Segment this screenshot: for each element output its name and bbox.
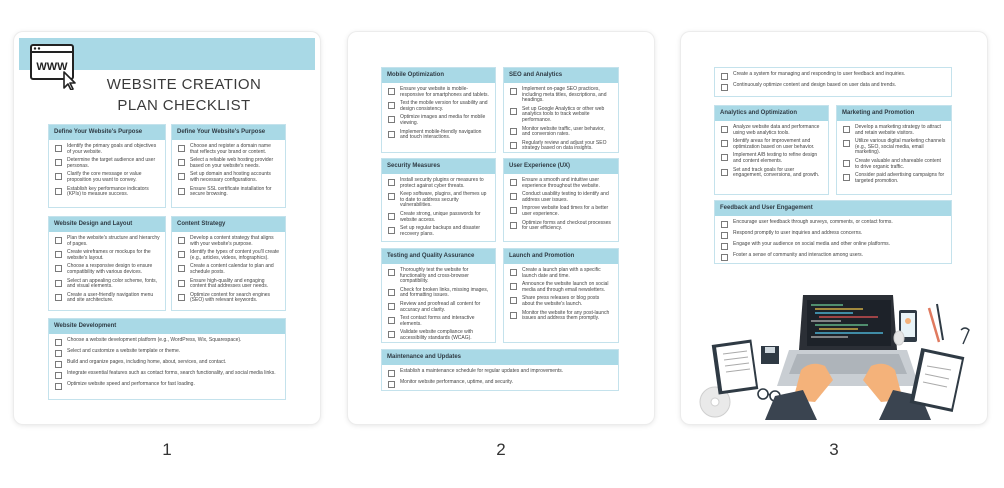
checklist-item <box>388 87 490 98</box>
checklist-item <box>55 250 160 261</box>
section-security-measures <box>381 158 496 242</box>
checklist-item <box>55 236 160 247</box>
checklist-item-text: Optimize website speed and performance for fast loading. <box>67 381 195 387</box>
section-title: Testing and Quality Assurance <box>382 249 495 264</box>
checklist-item <box>388 268 490 285</box>
www-browser-icon <box>30 44 78 90</box>
section-items <box>382 264 495 348</box>
checklist-item <box>510 268 613 279</box>
checklist-item <box>510 87 613 104</box>
checklist-item <box>388 130 490 141</box>
checklist-item-text: Consider paid advertising campaigns for targeted promotion. <box>855 172 945 184</box>
checklist-item <box>388 101 490 112</box>
floppy-disk-icon <box>761 346 779 364</box>
checklist-item <box>388 302 490 313</box>
checkbox[interactable] <box>721 140 728 147</box>
checkbox[interactable] <box>388 289 395 296</box>
www-icon-text: WWW <box>36 61 68 73</box>
checklist-item-text: Identify the primary goals and objectives of your website. <box>67 143 157 155</box>
checkbox[interactable] <box>178 159 185 166</box>
section-title: Feedback and User Engagement <box>715 201 951 216</box>
checklist-item-text: Share press releases or blog posts about the website's launch. <box>522 295 600 307</box>
checklist-page-2[interactable] <box>348 32 654 424</box>
checkbox[interactable] <box>388 88 395 95</box>
checkbox[interactable] <box>178 188 185 195</box>
checklist-item-text: Choose and register a domain name that reflects your brand or content. <box>190 143 271 155</box>
checkbox[interactable] <box>721 221 728 228</box>
checkbox[interactable] <box>843 174 850 181</box>
checkbox[interactable] <box>388 317 395 324</box>
checklist-item-text: Check for broken links, missing images, and formatting issues. <box>400 286 489 299</box>
section-items <box>715 68 951 97</box>
checkbox[interactable] <box>843 140 850 147</box>
checklist-item <box>721 125 823 136</box>
checkbox[interactable] <box>510 179 517 186</box>
checkbox[interactable] <box>388 331 395 338</box>
checklist-item <box>721 220 946 228</box>
checklist-item-text: Improve website load times for a better user experience. <box>522 205 609 217</box>
pens-icon <box>929 304 943 342</box>
checklist-item <box>510 296 613 307</box>
checkbox[interactable] <box>178 251 185 258</box>
section-content-strategy <box>171 216 286 311</box>
workspace-illustration <box>693 290 977 420</box>
checkbox[interactable] <box>721 73 728 80</box>
checklist-item <box>178 264 280 275</box>
checkbox[interactable] <box>510 142 517 149</box>
notebook-icon <box>712 339 759 394</box>
checkbox[interactable] <box>55 294 62 301</box>
checkbox[interactable] <box>388 370 395 377</box>
section-items <box>504 264 618 328</box>
section-mobile-optimization <box>381 67 496 153</box>
section-title: Content Strategy <box>172 217 285 232</box>
checklist-item-text: Ensure SSL certificate installation for secure browsing. <box>190 185 272 198</box>
checkbox[interactable] <box>721 84 728 91</box>
checklist-item <box>721 139 823 150</box>
page-number-1: 1 <box>162 440 172 459</box>
checklist-item-text: Create a user-friendly navigation menu and site architecture. <box>67 291 154 304</box>
checklist-item <box>388 380 613 388</box>
checkbox[interactable] <box>510 88 517 95</box>
section-maintenance-updates <box>381 349 619 391</box>
checkbox[interactable] <box>721 232 728 239</box>
checkbox[interactable] <box>388 227 395 234</box>
checklist-item <box>55 293 160 304</box>
checkbox[interactable] <box>55 339 62 346</box>
checklist-item-text: Create valuable and shareable content to drive organic traffic. <box>855 157 941 170</box>
checkbox[interactable] <box>55 350 62 357</box>
section-items <box>172 232 285 310</box>
checklist-item <box>388 330 490 341</box>
checklist-item <box>388 226 490 237</box>
checkbox[interactable] <box>55 265 62 272</box>
checkbox[interactable] <box>178 280 185 287</box>
checkbox[interactable] <box>510 297 517 304</box>
checklist-item-text: Test contact forms and interactive elements. <box>400 315 475 327</box>
checkbox[interactable] <box>55 159 62 166</box>
checkbox[interactable] <box>55 188 62 195</box>
checklist-item <box>388 115 490 126</box>
section-items <box>382 365 618 394</box>
mouse-icon <box>894 331 904 345</box>
checklist-item-text: Set up Google Analytics or other web analytics tools to track website performance. <box>522 105 605 123</box>
checklist-item <box>721 83 946 91</box>
checklist-item <box>510 107 613 124</box>
checklist-page-3[interactable] <box>681 32 987 424</box>
section-title: Website Design and Layout <box>49 217 165 232</box>
checklist-item <box>178 187 280 198</box>
section-title: SEO and Analytics <box>504 68 618 83</box>
checklist-item <box>721 168 823 179</box>
paperclip-icon <box>961 328 969 344</box>
checklist-item <box>178 250 280 261</box>
checkbox[interactable] <box>510 222 517 229</box>
checkbox[interactable] <box>510 207 517 214</box>
checkbox[interactable] <box>55 145 62 152</box>
section-title: Security Measures <box>382 159 495 174</box>
checklist-item-text: Encourage user feedback through surveys, comments, or contact forms. <box>733 219 893 225</box>
section-continued-items <box>714 67 952 97</box>
page-number-3: 3 <box>829 440 839 459</box>
section-design-layout <box>48 216 166 311</box>
checklist-item <box>388 192 490 209</box>
checklist-item <box>55 187 160 198</box>
checklist-item <box>721 242 946 250</box>
checklist-item-text: Continuously optimize content and design based on user data and trends. <box>733 82 897 88</box>
checklist-item <box>510 127 613 138</box>
section-title: Website Development <box>49 319 285 334</box>
checkbox[interactable] <box>178 265 185 272</box>
checklist-item-text: Announce the website launch on social media and through email newsletters. <box>522 281 609 293</box>
section-user-experience <box>503 158 619 242</box>
checkbox[interactable] <box>721 154 728 161</box>
page-number-2: 2 <box>496 440 506 459</box>
checklist-item-text: Utilize various digital marketing channels (e.g., SEO, social media, email marketing). <box>855 138 946 156</box>
checkbox[interactable] <box>388 303 395 310</box>
checklist-item-text: Test the mobile version for usability and design consistency. <box>400 100 488 112</box>
checklist-item <box>55 279 160 290</box>
checklist-item-text: Implement mobile-friendly navigation and touch interactions. <box>400 128 482 141</box>
checkbox[interactable] <box>178 294 185 301</box>
checklist-item <box>843 173 946 184</box>
section-items <box>172 140 285 204</box>
checklist-item-text: Optimize content for search engines (SEO) with relevant keywords. <box>190 291 271 304</box>
checklist-item-text: Implement A/B testing to refine design and content elements. <box>733 152 818 164</box>
checklist-item <box>843 125 946 136</box>
checklist-item-text: Identify areas for improvement and optimization based on user behavior. <box>733 138 815 150</box>
section-analytics-optimization <box>714 105 829 195</box>
checkbox[interactable] <box>510 283 517 290</box>
checklist-item <box>721 72 946 80</box>
checklist-item-text: Select and customize a website template or theme. <box>67 348 181 354</box>
section-title: User Experience (UX) <box>504 159 618 174</box>
checklist-item <box>178 236 280 247</box>
checklist-item-text: Thoroughly test the website for functionality and cross-browser compatibility. <box>400 267 469 285</box>
checkbox[interactable] <box>510 312 517 319</box>
checklist-item <box>843 159 946 170</box>
section-items <box>715 121 828 185</box>
checklist-item-text: Optimize forms and checkout processes for user efficiency. <box>522 219 611 232</box>
section-domain-hosting <box>171 124 286 208</box>
section-title: Launch and Promotion <box>504 249 618 264</box>
checkbox[interactable] <box>843 126 850 133</box>
checkbox[interactable] <box>721 126 728 133</box>
checklist-item-text: Establish a maintenance schedule for regular updates and improvements. <box>400 368 564 374</box>
checkbox[interactable] <box>55 372 62 379</box>
checkbox[interactable] <box>721 169 728 176</box>
checklist-item-text: Monitor website performance, uptime, and security. <box>400 379 514 385</box>
checkbox[interactable] <box>388 381 395 388</box>
checklist-item-text: Identify the types of content you'll create (e.g., articles, videos, infographics). <box>190 249 280 261</box>
checklist-item-text: Conduct usability testing to identify and address user issues. <box>522 191 609 203</box>
checkbox[interactable] <box>388 179 395 186</box>
checkbox[interactable] <box>510 269 517 276</box>
checklist-item <box>510 141 613 152</box>
section-launch-promotion <box>503 248 619 343</box>
page-title-line-1: WEBSITE CREATION <box>106 76 262 93</box>
checkbox[interactable] <box>388 193 395 200</box>
checkbox[interactable] <box>55 361 62 368</box>
checkbox[interactable] <box>721 254 728 261</box>
checklist-item-text: Clarify the core message or value proposition you want to convey. <box>67 171 142 183</box>
checklist-item-text: Set up domain and hosting accounts with necessary configurations. <box>190 171 271 183</box>
section-title: Mobile Optimization <box>382 68 495 83</box>
checklist-item-text: Keep software, plugins, and themes up to date to address security vulnerabilities. <box>400 191 487 209</box>
checklist-item <box>388 288 490 299</box>
section-website-development <box>48 318 286 400</box>
checkbox[interactable] <box>388 269 395 276</box>
checklist-item-text: Regularly review and adjust your SEO strategy based on data insights. <box>522 139 607 152</box>
checklist-item-text: Optimize images and media for mobile viewing. <box>400 114 486 126</box>
checklist-item-text: Ensure high-quality and engaging content that addresses user needs. <box>190 277 269 290</box>
checkbox[interactable] <box>178 173 185 180</box>
checklist-item <box>178 144 280 155</box>
section-items <box>837 121 951 190</box>
checklist-item-text: Engage with your audience on social media and other online platforms. <box>733 241 891 247</box>
checklist-item-text: Foster a sense of community and interaction among users. <box>733 252 864 258</box>
section-items <box>504 83 618 158</box>
checklist-item <box>55 172 160 183</box>
checklist-item-text: Create strong, unique passwords for website access. <box>400 210 481 223</box>
checklist-item-text: Select a reliable web hosting provider based on your website's needs. <box>190 157 274 169</box>
checklist-item-text: Choose a website development platform (e.g., WordPress, Wix, Squarespace). <box>67 337 242 343</box>
checklist-item-text: Set and track goals for user engagement, conversions, and growth. <box>733 166 820 179</box>
section-items <box>715 216 951 267</box>
checkbox[interactable] <box>388 213 395 220</box>
section-title: Define Your Website's Purpose <box>172 125 285 140</box>
checklist-item <box>55 360 280 368</box>
checkbox[interactable] <box>388 116 395 123</box>
checklist-item-text: Build and organize pages, including home, about, services, and contact. <box>67 359 227 365</box>
checklist-item <box>55 158 160 169</box>
checklist-item-text: Establish key performance indicators (KPIs) to measure success. <box>67 185 149 198</box>
checklist-item <box>55 144 160 155</box>
checkbox[interactable] <box>510 108 517 115</box>
checklist-item <box>178 293 280 304</box>
section-testing-qa <box>381 248 496 343</box>
checkbox[interactable] <box>55 173 62 180</box>
checkbox[interactable] <box>843 160 850 167</box>
checklist-item <box>55 371 280 379</box>
checkbox[interactable] <box>178 237 185 244</box>
checklist-item <box>178 158 280 169</box>
checklist-item <box>178 279 280 290</box>
checklist-item <box>388 369 613 377</box>
checkbox[interactable] <box>55 280 62 287</box>
checklist-item <box>388 178 490 189</box>
section-title: Marketing and Promotion <box>837 106 951 121</box>
checklist-item <box>388 212 490 223</box>
section-items <box>382 174 495 243</box>
checkbox[interactable] <box>55 383 62 390</box>
checklist-item-text: Determine the target audience and user personas. <box>67 157 156 169</box>
checklist-item-text: Ensure a smooth and intuitive user experience throughout the website. <box>522 177 600 189</box>
checklist-item <box>843 139 946 156</box>
page-title-line-2: PLAN CHECKLIST <box>117 97 251 114</box>
checklist-item-text: Select an appealing color scheme, fonts, and visual elements. <box>67 277 158 290</box>
checkbox[interactable] <box>55 237 62 244</box>
checklist-item-text: Monitor the website for any post-launch issues and address them promptly. <box>522 309 610 322</box>
checklist-item <box>721 231 946 239</box>
checklist-item <box>55 382 280 390</box>
checklist-item <box>510 178 613 189</box>
checklist-item <box>510 221 613 232</box>
checklist-item-text: Create a system for managing and responding to user feedback and inquiries. <box>733 71 906 77</box>
checkbox[interactable] <box>510 193 517 200</box>
document-sheet-icon <box>910 348 965 412</box>
section-title: Define Your Website's Purpose <box>49 125 165 140</box>
checklist-item-text: Develop a content strategy that aligns with your website's purpose. <box>190 235 274 247</box>
checklist-item-text: Respond promptly to user inquiries and address concerns. <box>733 230 863 236</box>
checklist-item <box>721 253 946 261</box>
checklist-item-text: Monitor website traffic, user behavior, and conversion rates. <box>522 125 605 138</box>
checklist-page-1[interactable] <box>14 32 320 424</box>
checklist-item-text: Create wireframes or mockups for the website's layout. <box>67 249 151 261</box>
checklist-item <box>721 153 823 164</box>
section-items <box>49 232 165 310</box>
checklist-item-text: Set up regular backups and disaster recovery plans. <box>400 225 481 237</box>
checklist-item-text: Choose a responsive design to ensure compatibility with various devices. <box>67 263 153 275</box>
section-title: Analytics and Optimization <box>715 106 828 121</box>
checklist-item <box>388 316 490 327</box>
checklist-item-text: Install security plugins or measures to protect against cyber threats. <box>400 177 484 189</box>
checkbox[interactable] <box>55 251 62 258</box>
checkbox[interactable] <box>510 128 517 135</box>
section-feedback-engagement <box>714 200 952 264</box>
section-items <box>382 83 495 147</box>
checklist-item <box>55 264 160 275</box>
checklist-item-text: Implement on-page SEO practices, including meta titles, descriptions, and headings. <box>522 86 607 104</box>
section-define-purpose <box>48 124 166 208</box>
checklist-item <box>55 349 280 357</box>
checklist-item-text: Analyze website data and performance using web analytics tools. <box>733 124 820 136</box>
checklist-item-text: Integrate essential features such as contact forms, search functionality, and social media links. <box>67 370 276 376</box>
checklist-item-text: Validate website compliance with accessibility standards (WCAG). <box>400 329 474 341</box>
checkbox[interactable] <box>388 102 395 109</box>
checklist-item <box>510 282 613 293</box>
section-seo-analytics <box>503 67 619 153</box>
section-items <box>504 174 618 238</box>
checklist-item-text: Create a launch plan with a specific launch date and time. <box>522 267 601 279</box>
section-items <box>49 334 285 396</box>
section-title: Maintenance and Updates <box>382 350 618 365</box>
checklist-item <box>55 338 280 346</box>
checkbox[interactable] <box>721 243 728 250</box>
checklist-item-text: Review and proofread all content for accuracy and clarity. <box>400 300 481 313</box>
checklist-item <box>510 206 613 217</box>
section-items <box>49 140 165 204</box>
section-marketing-promotion <box>836 105 952 195</box>
checkbox[interactable] <box>178 145 185 152</box>
checklist-item-text: Develop a marketing strategy to attract and retain website visitors. <box>855 124 941 136</box>
checklist-item-text: Ensure your website is mobile-responsive for smartphones and tablets. <box>400 86 489 98</box>
checklist-item <box>510 192 613 203</box>
checklist-item-text: Plan the website's structure and hierarchy of pages. <box>67 235 160 247</box>
checklist-item <box>178 172 280 183</box>
checklist-item <box>510 311 613 322</box>
checklist-item-text: Create a content calendar to plan and schedule posts. <box>190 263 274 275</box>
checkbox[interactable] <box>388 131 395 138</box>
